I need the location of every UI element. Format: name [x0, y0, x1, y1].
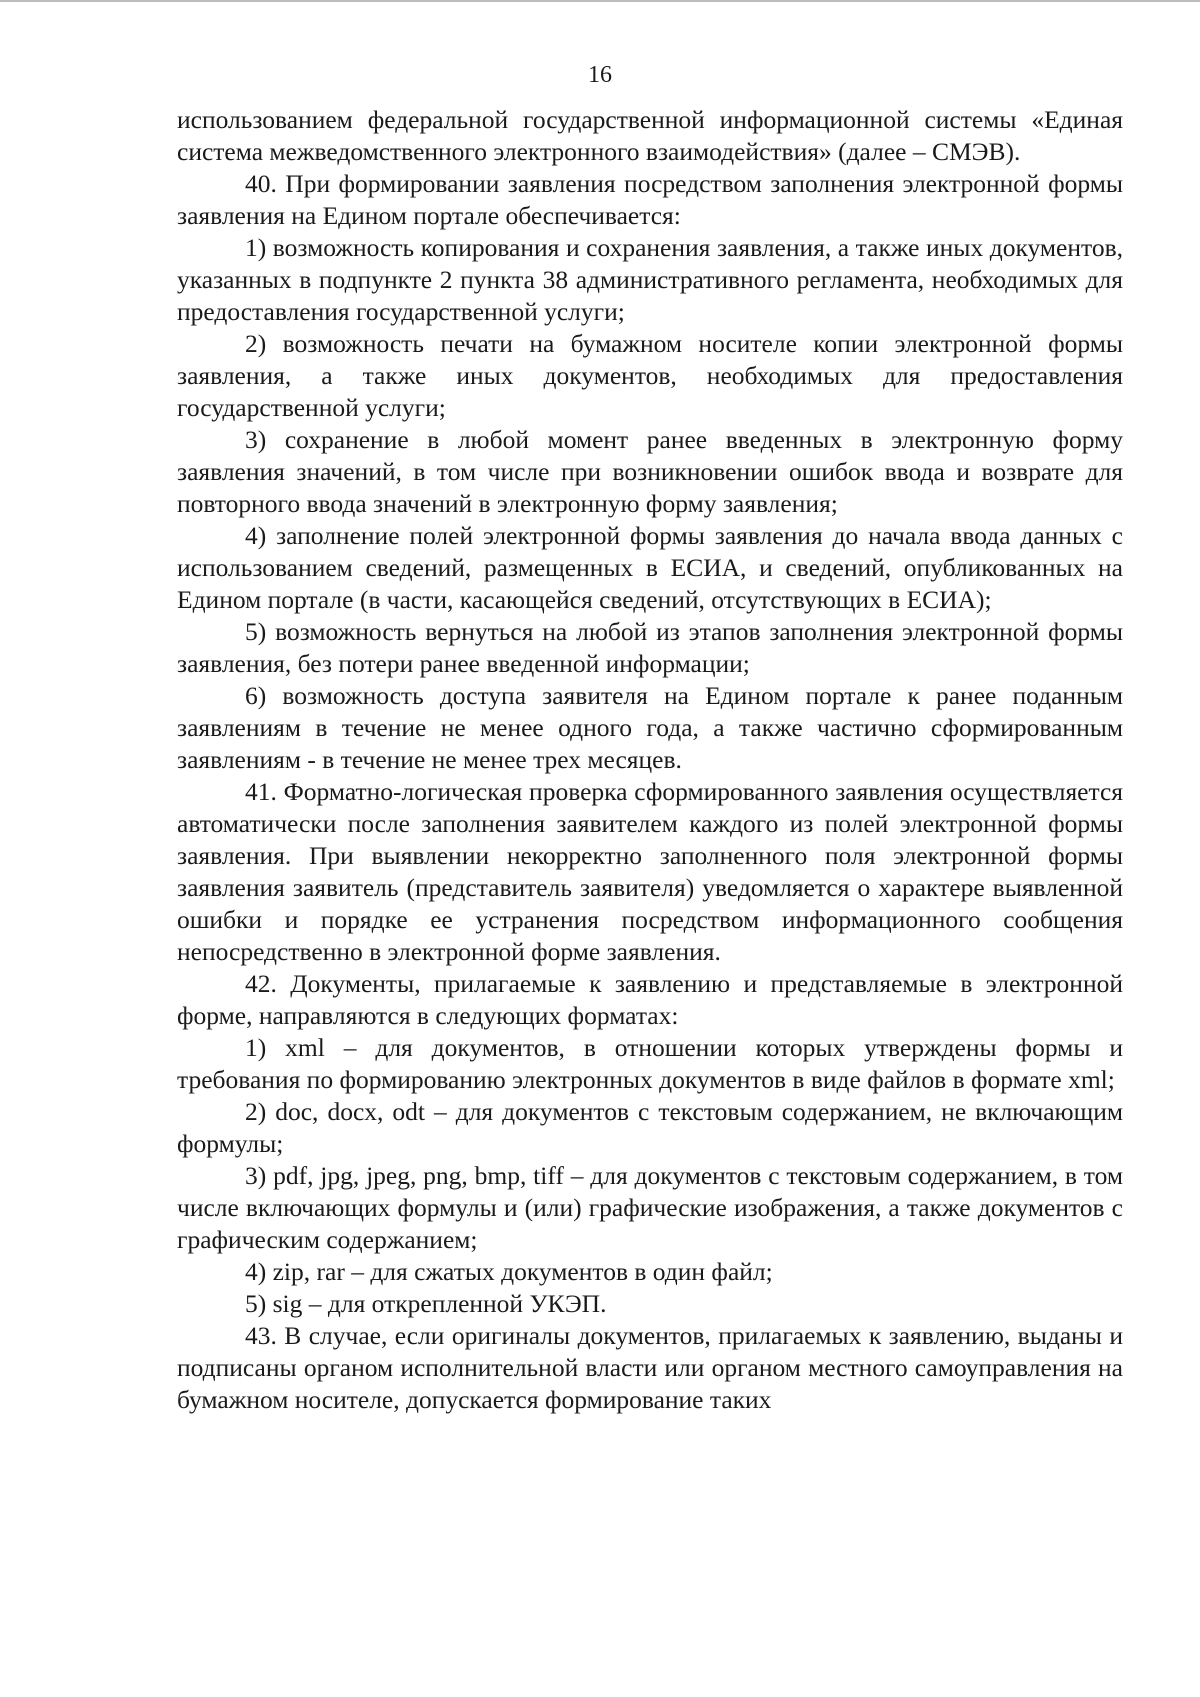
paragraph-40-item-6: 6) возможность доступа заявителя на Едином портале к ранее поданным заявлениям в течение не менее одного года, а также частично сформированным заявлениям - в течение не менее трех месяцев. — [177, 681, 1123, 774]
paragraph-42-item-4: 4) zip, rar – для сжатых документов в один файл; — [245, 1257, 773, 1286]
paragraph-40-item-5: 5) возможность вернуться на любой из этапов заполнения электронной формы заявления, без потери ранее введенной информации; — [177, 617, 1123, 678]
paragraph-continuation: использованием федеральной государственной информационной системы «Единая система межведомственного электронного взаимодействия» (далее – СМЭВ). — [177, 105, 1123, 166]
scan-top-edge — [0, 0, 1200, 2]
paragraph-42-item-2: 2) doc, docx, odt – для документов с текстовым содержанием, не включающим формулы; — [177, 1097, 1123, 1158]
paragraph-42-item-3: 3) pdf, jpg, jpeg, png, bmp, tiff – для документов с текстовым содержанием, в том числе включающих формулы и (или) графические изображения, а также документов с графическим содержанием; — [177, 1161, 1123, 1254]
paragraph-41: 41. Форматно-логическая проверка сформированного заявления осуществляется автоматически после заполнения заявителем каждого из полей электронной формы заявления. При выявлении некорректно заполненного поля электронной формы заявления заявитель (представитель заявителя) уведомляется о характере выявленной ошибки и порядке ее устранения посредством информационного сообщения непосредственно в электронной форме заявления. — [177, 777, 1123, 966]
page-number: 16 — [588, 62, 612, 88]
paragraph-43: 43. В случае, если оригиналы документов, прилагаемых к заявлению, выданы и подписаны органом исполнительной власти или органом местного самоуправления на бумажном носителе, допускается формирование таких — [177, 1321, 1123, 1414]
paragraph-40-item-1: 1) возможность копирования и сохранения заявления, а также иных документов, указанных в подпункте 2 пункта 38 административного регламента, необходимых для предоставления государственной услуги; — [177, 233, 1123, 326]
paragraph-42: 42. Документы, прилагаемые к заявлению и представляемые в электронной форме, направляются в следующих форматах: — [177, 969, 1123, 1030]
paragraph-40: 40. При формировании заявления посредством заполнения электронной формы заявления на Едином портале обеспечивается: — [177, 169, 1123, 230]
paragraph-42-item-5: 5) sig – для открепленной УКЭП. — [245, 1289, 607, 1318]
paragraph-40-item-4: 4) заполнение полей электронной формы заявления до начала ввода данных с использованием сведений, размещенных в ЕСИА, и сведений, опубликованных на Едином портале (в части, касающейся сведений, отсутствующих в ЕСИА); — [177, 521, 1123, 614]
paragraph-42-item-1: 1) xml – для документов, в отношении которых утверждены формы и требования по формированию электронных документов в виде файлов в формате xml; — [177, 1033, 1123, 1094]
document-body — [177, 104, 1123, 1416]
paragraph-40-item-3: 3) сохранение в любой момент ранее введенных в электронную форму заявления значений, в том числе при возникновении ошибок ввода и возврате для повторного ввода значений в электронную форму заявления; — [177, 425, 1123, 518]
paragraph-40-item-2: 2) возможность печати на бумажном носителе копии электронной формы заявления, а также иных документов, необходимых для предоставления государственной услуги; — [177, 329, 1123, 422]
